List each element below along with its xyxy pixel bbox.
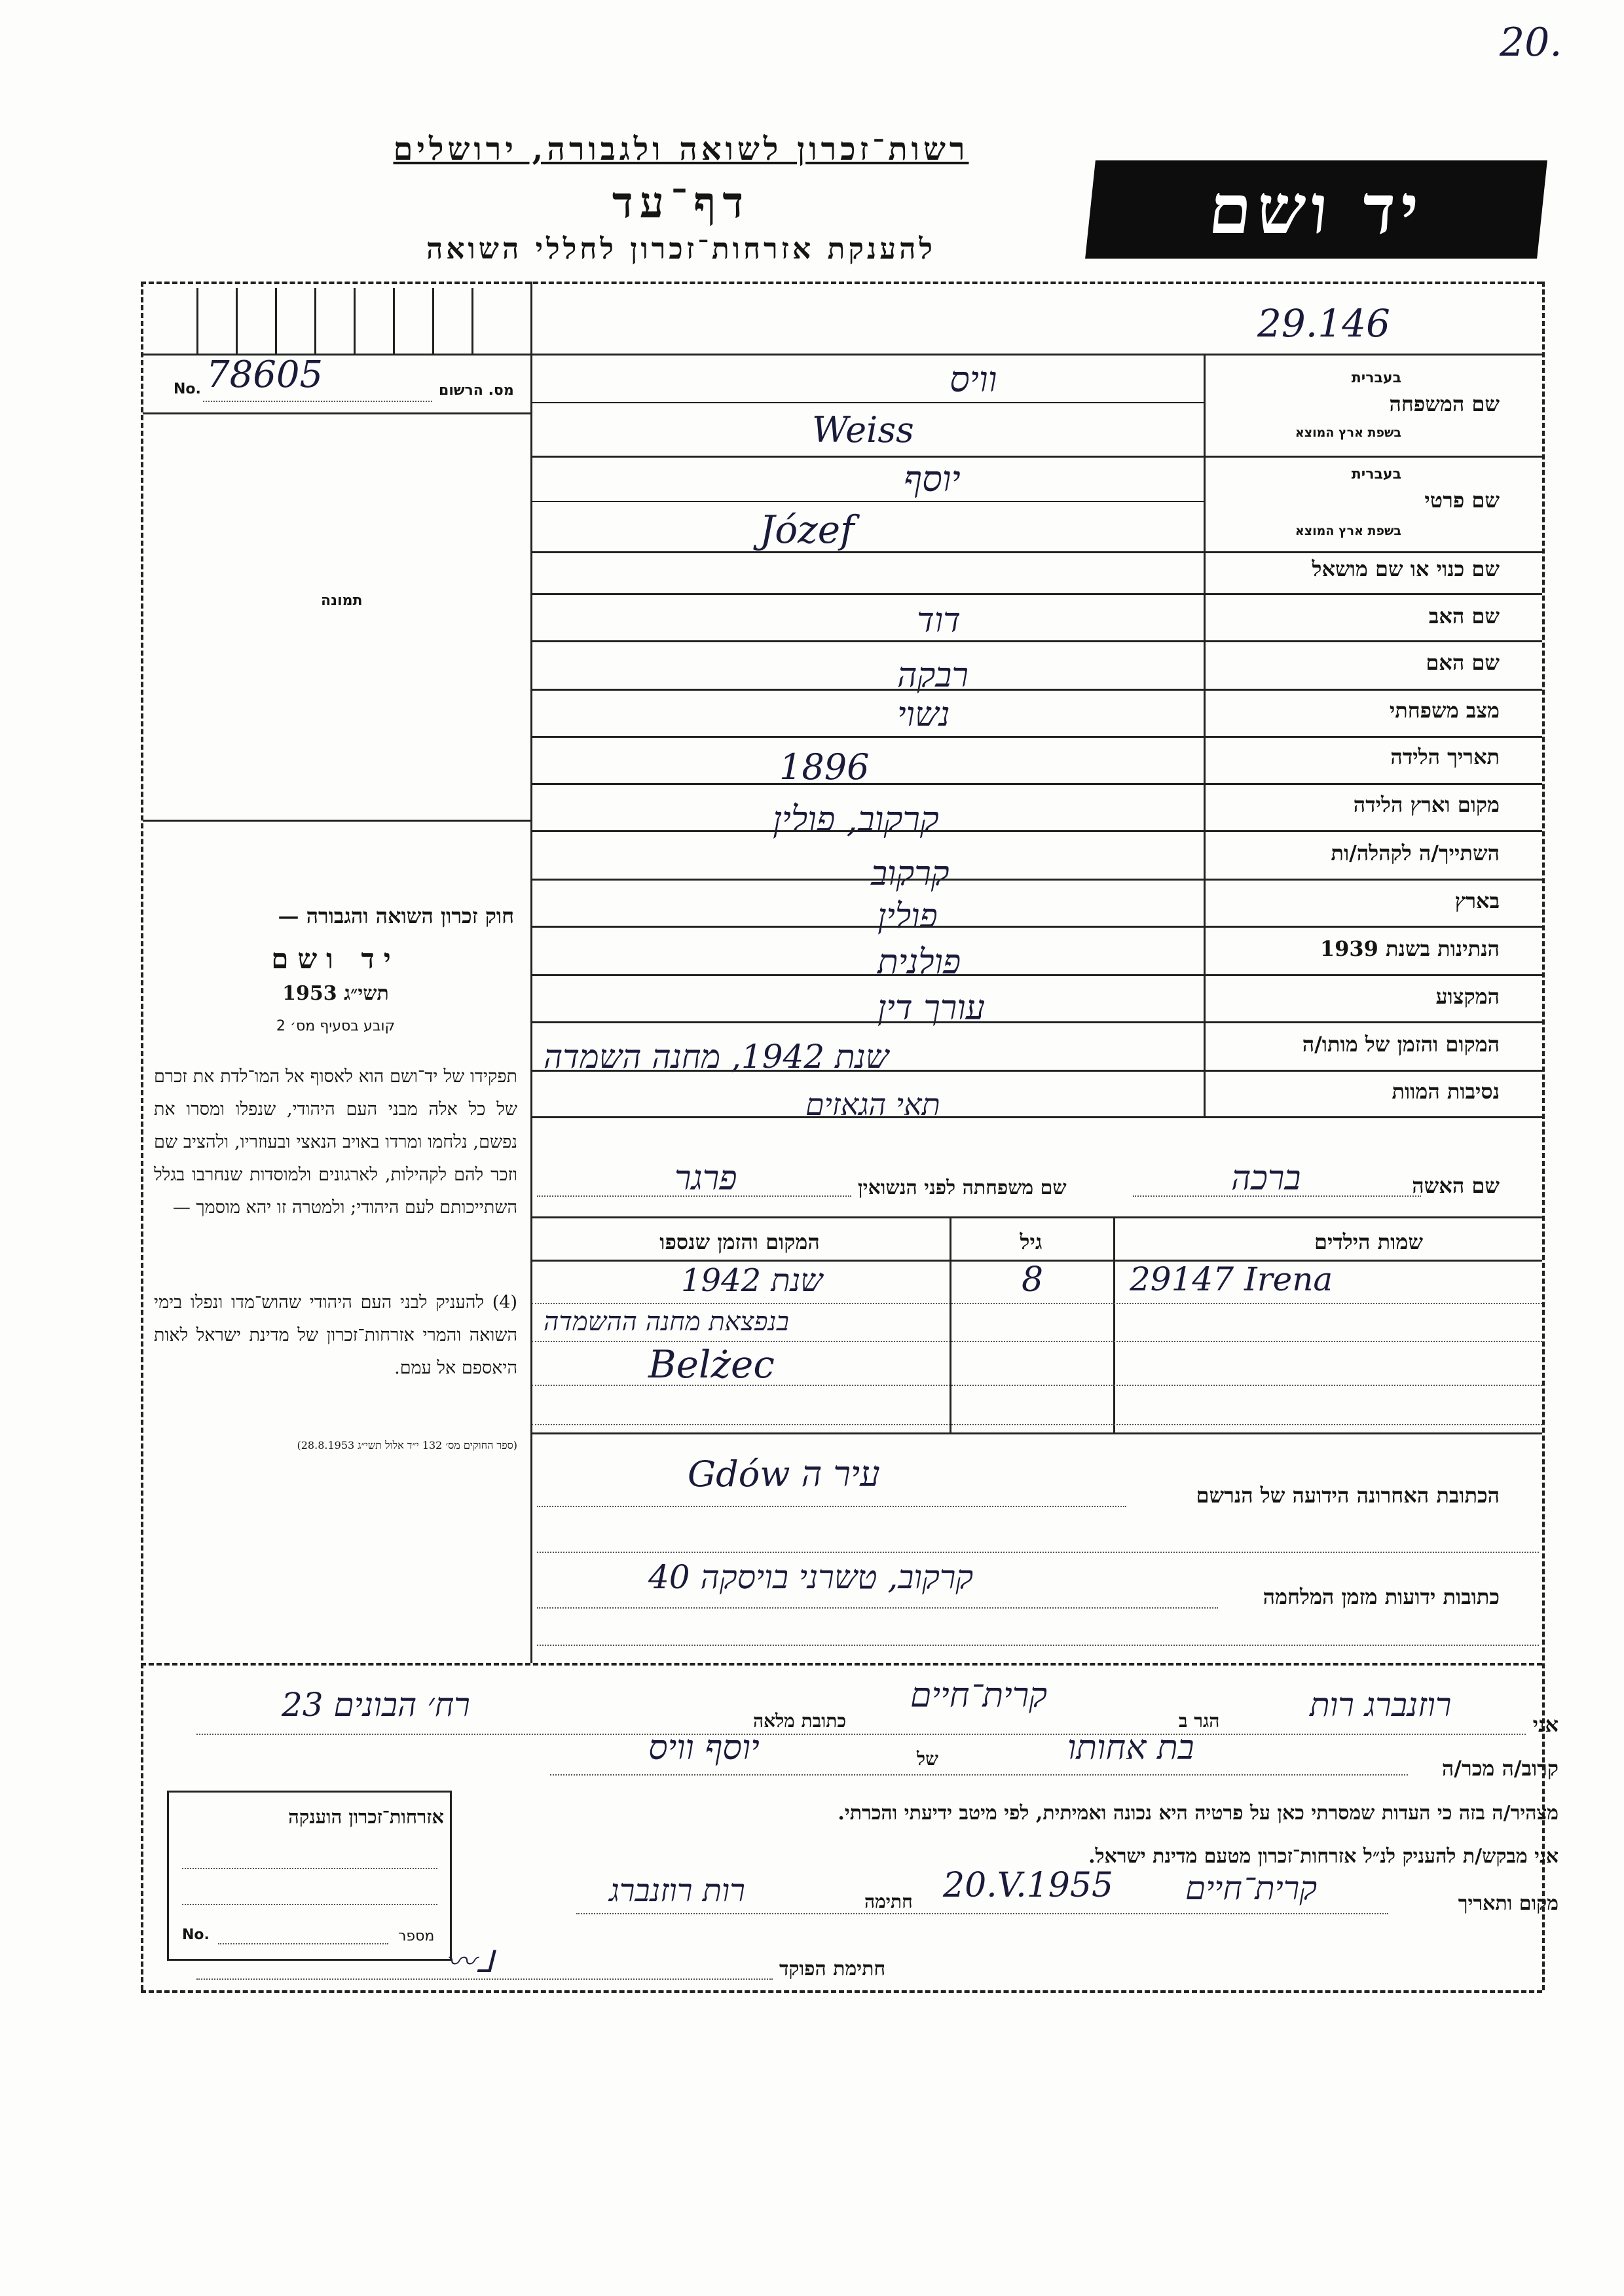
declarant-signature: רות רוזנברג xyxy=(609,1872,745,1909)
country-label: בארץ xyxy=(1454,888,1500,913)
first-name-native-label: בשפת ארץ המוצא xyxy=(1295,524,1401,538)
law-paragraph-2: (4) להעניק לבני העם היהודי שהוש־מדו ונפלו בימי השואה והמרי אזרחות־זכרון של מדינת ישראל לאות היאספם אל עמם. xyxy=(154,1292,517,1378)
family-name-hebrew-value: וויס xyxy=(950,359,997,400)
first-name-hebrew-label: בעברית xyxy=(1351,466,1401,483)
country-value: פולין xyxy=(877,897,938,936)
marital-status-label: מצב משפחתי xyxy=(1389,698,1500,723)
law-paragraph-1: תפקידו של יד־ושם הוא לאסוף אל המו־לדת את זכרם של כל אלה מבני העם היהודי, שנפלו ומסרו את נפשם, נלחמו ומרדו באויב הנאצי ובעוזריו, ולהציב שם וזכר להם לקהילות, לארגונים ולמוסדות שנחרבו בגלל השתייכותם לעם היהודי; ולמטרה זו יהא מוסמך — xyxy=(154,1066,517,1218)
registration-number-label: מס. הרשום xyxy=(439,382,514,399)
declarant-name: רוזנברג רות xyxy=(1310,1686,1452,1724)
child-age: 8 xyxy=(1022,1260,1044,1300)
row-divider-top xyxy=(143,354,1542,355)
last-known-address-label: הכתובת האחרונה הידועה של הנרשם xyxy=(1196,1483,1500,1508)
citizenship-value: פולנית xyxy=(877,943,961,982)
frame-bottom xyxy=(141,1990,1542,1993)
nickname-label: שם כנוי או שם מושאל xyxy=(1312,556,1500,581)
family-name-native-value: Weiss xyxy=(812,409,914,450)
top-registration-number: 29.146 xyxy=(1257,301,1390,346)
first-name-label: שם פרטי xyxy=(1424,488,1500,513)
child-death-place-camp: בנפצאת מחנה ההשמדה xyxy=(544,1307,789,1337)
declarant-i-label: אני xyxy=(1532,1712,1559,1737)
family-name-native-label: בשפת ארץ המוצא xyxy=(1295,426,1401,440)
place-value: קרית־חיים xyxy=(1185,1869,1318,1907)
death-circumstances-value: תאי הגאזים xyxy=(805,1087,940,1122)
children-age-header: גיל xyxy=(1020,1230,1043,1254)
father-name-label: שם האב xyxy=(1428,604,1500,629)
declarant-street: רח׳ הבונים 23 xyxy=(282,1686,470,1724)
wartime-address-label: כתובות ידועות מזמן המלחמה xyxy=(1263,1584,1500,1609)
relation-of-value: יוסף וויס xyxy=(648,1728,760,1768)
community-label: השתייך/ה לקהלה/ות xyxy=(1331,841,1500,866)
profession-label: המקצוע xyxy=(1435,984,1500,1009)
declarant-city: קרית־חיים xyxy=(910,1676,1048,1715)
marital-status-value: נשוי xyxy=(897,695,950,735)
law-reference: קובע בסעיף מס׳ 2 xyxy=(276,1018,396,1034)
stamp-number-label: מספר xyxy=(398,1928,435,1944)
place-date-label: מקום ותאריך xyxy=(1458,1892,1559,1915)
photo-area xyxy=(151,419,524,812)
logo-text: יד ושם xyxy=(1205,169,1428,249)
relation-value: בת אחותו xyxy=(1067,1728,1194,1768)
child-death-place-name: Belżec xyxy=(648,1342,775,1387)
family-name-hebrew-label: בעברית xyxy=(1351,370,1401,386)
of-label: של xyxy=(917,1748,938,1770)
wartime-address-value: קרקוב, טשרני בויסקה 40 xyxy=(648,1558,974,1596)
wife-name-label: שם האשה xyxy=(1412,1173,1500,1198)
last-known-address-value: עיר ה Gdów xyxy=(688,1453,880,1495)
birth-date-value: 1896 xyxy=(779,746,870,788)
declaration-text: מצהיר/ה בזה כי העדות שמסרתי כאן על פרטיה היא נכונה ואמיתית, לפי מיטב ידיעתי והכרתי. xyxy=(838,1802,1559,1825)
first-name-hebrew-value: יוסף xyxy=(904,458,961,500)
relation-label: קרוב/ה מכר/ה xyxy=(1441,1756,1559,1781)
residing-label: הגר ב xyxy=(1179,1710,1220,1732)
mother-name-value: רבקה xyxy=(897,656,969,695)
form-subtitle: להענקת אזרחות־זכרון לחללי השואה xyxy=(426,232,936,266)
frame-left xyxy=(141,282,143,1990)
law-name: יד ושם xyxy=(271,943,400,975)
form-title: דף־עד xyxy=(612,177,750,228)
date-value: 20.V.1955 xyxy=(943,1866,1114,1905)
death-place-label: המקום והזמן של מותו/ה xyxy=(1302,1032,1500,1057)
no-label: No. xyxy=(174,381,201,397)
yad-vashem-logo xyxy=(1085,160,1547,259)
maiden-name-label: שם משפחתה לפני הנשואין xyxy=(858,1176,1067,1199)
child-death-place-year: שנת 1942 xyxy=(681,1262,823,1299)
death-place-value: שנת 1942, מחנה השמדה xyxy=(544,1038,889,1076)
law-title: חוק זכרון השואה והגבורה — xyxy=(278,903,514,928)
community-value: קרקוב xyxy=(871,854,950,894)
frame-top xyxy=(141,282,1542,284)
authority-heading: רשות־זכרון לשואה ולגבורה, ירושלים xyxy=(393,131,969,168)
birth-place-value: קרקוב, פולין xyxy=(773,799,939,840)
left-column-divider xyxy=(530,282,532,1663)
profession-value: עורך דין xyxy=(877,989,986,1028)
registration-cells xyxy=(157,288,530,354)
family-name-label: שם המשפחה xyxy=(1389,392,1500,416)
law-footnote: (ספר החוקים מס׳ 132 י״ד אלול תשי״ג 28.8.1953) xyxy=(297,1439,517,1451)
registration-number: 78605 xyxy=(206,354,323,396)
officer-signature: 〰ᒧ xyxy=(445,1944,494,1979)
mother-name-label: שם האם xyxy=(1426,650,1500,675)
stamp-no-label: No. xyxy=(182,1927,210,1943)
corner-archive-mark: 20. xyxy=(1500,20,1562,65)
maiden-name-value: פרגר xyxy=(674,1159,737,1198)
children-names-header: שמות הילדים xyxy=(1314,1230,1423,1254)
birth-date-label: תאריך הלידה xyxy=(1390,744,1500,769)
child-name: 29147 Irena xyxy=(1130,1260,1333,1298)
officer-signature-label: חתימת הפוקד xyxy=(779,1958,886,1980)
citizenship-label: הנתינות בשנת 1939 xyxy=(1320,936,1500,961)
label-column-divider xyxy=(1204,354,1206,1116)
full-address-label: כתובת מלאה xyxy=(753,1710,847,1732)
photo-label: תמונה xyxy=(321,592,363,609)
citizenship-granted-title: אזרחות־זכרון הוענקה xyxy=(288,1806,444,1828)
law-year: תשי״ג 1953 xyxy=(282,982,389,1005)
first-name-native-value: Józef xyxy=(760,507,855,552)
death-circumstances-label: נסיבות המוות xyxy=(1392,1079,1500,1104)
citizenship-granted-box xyxy=(167,1791,452,1961)
signature-label: חתימה xyxy=(864,1891,913,1912)
request-text: אני מבקש/ת להעניק לנ״ל אזרחות־זכרון מטעם מדינת ישראל. xyxy=(1088,1845,1559,1868)
wife-name-value: ברכה xyxy=(1231,1159,1301,1198)
father-name-value: דוד xyxy=(917,601,961,640)
children-death-place-header: המקום והזמן שנספו xyxy=(659,1230,820,1254)
birth-place-label: מקום וארץ הלידה xyxy=(1353,792,1500,817)
